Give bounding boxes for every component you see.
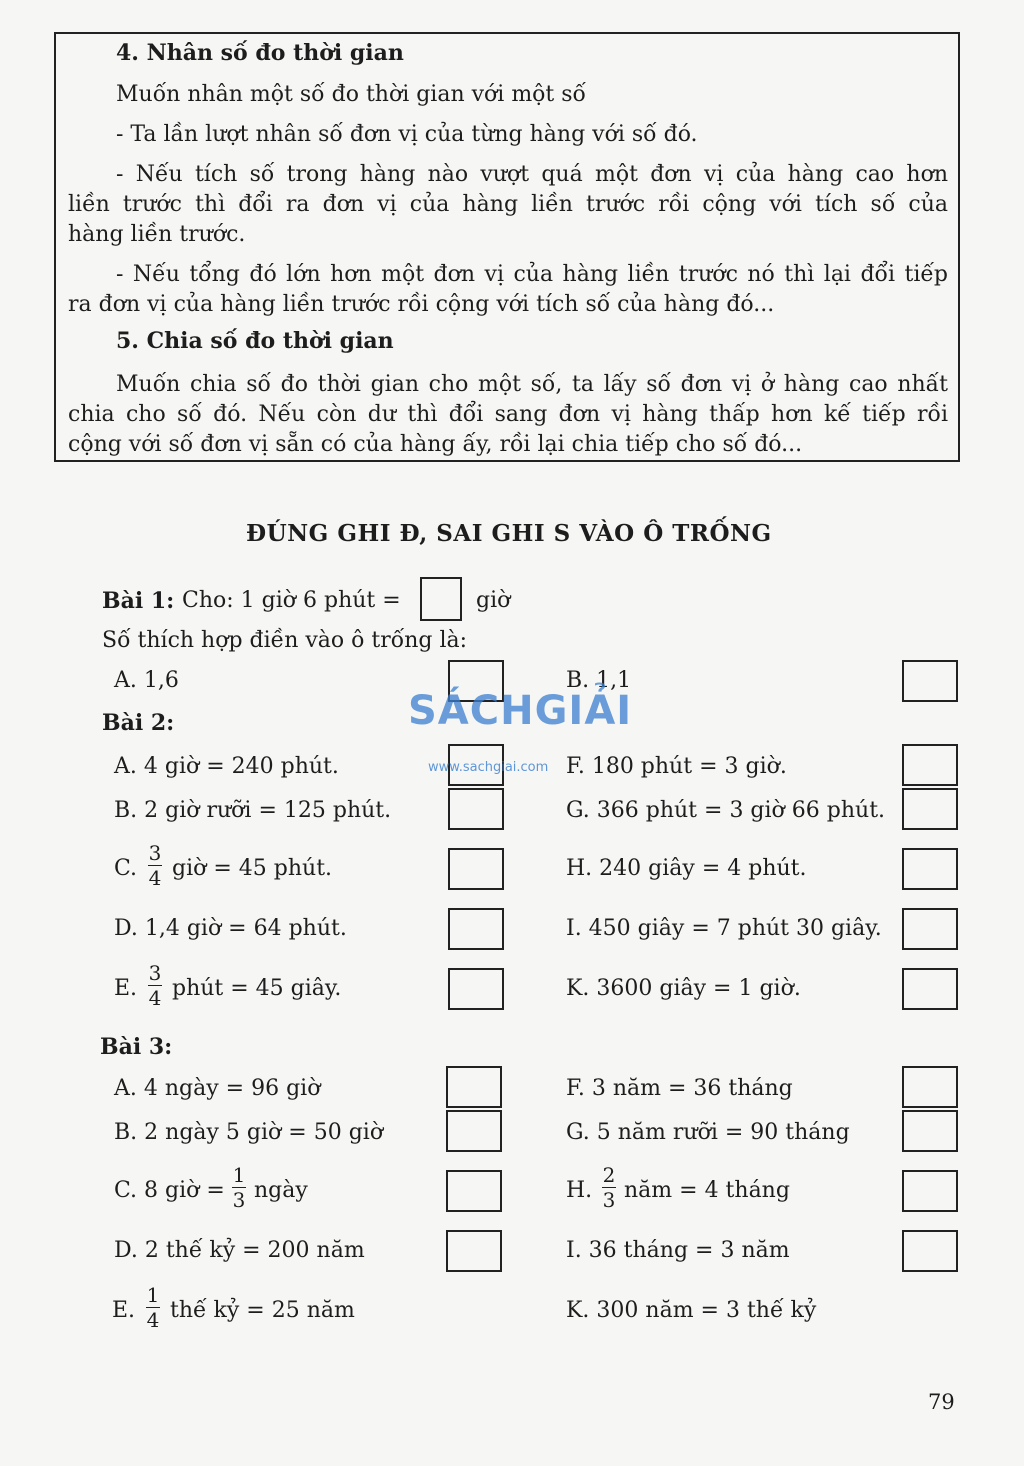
bai3-statement-k: K. 300 năm = 3 thế kỷ (566, 1298, 817, 1323)
fraction-numerator: 1 (232, 1163, 246, 1187)
watermark (408, 688, 633, 775)
exercise-heading: ĐÚNG GHI Đ, SAI GHI S VÀO Ô TRỐNG (246, 520, 772, 547)
bai2-statement-e-label: E. (114, 976, 138, 1001)
bai2-statement-e: phút = 45 giây. (172, 976, 342, 1001)
section-5-line-2: chia cho số đó. Nếu còn dư thì đổi sang đơn vị hàng thấp hơn kế tiếp rồi (68, 402, 948, 427)
bai3-box-c[interactable] (446, 1170, 502, 1212)
fraction-denominator: 4 (148, 986, 162, 1010)
bai3-c-fraction (232, 1164, 246, 1211)
bai3-box-d[interactable] (446, 1230, 502, 1272)
bai3-box-i[interactable] (902, 1230, 958, 1272)
section-4-bullet-2-line-1: - Nếu tích số trong hàng nào vượt quá một đơn vị của hàng cao hơn (116, 162, 948, 187)
bai2-statement-f: F. 180 phút = 3 giờ. (566, 754, 787, 779)
bai3-statement-e-label: E. (112, 1298, 136, 1323)
bai2-statement-c-label: C. (114, 856, 138, 881)
bai1-option-a: A. 1,6 (114, 668, 179, 693)
bai2-box-i[interactable] (902, 908, 958, 950)
bai2-statement-b: B. 2 giờ rưỡi = 125 phút. (114, 798, 392, 823)
bai2-box-g[interactable] (902, 788, 958, 830)
bai2-statement-c: giờ = 45 phút. (172, 856, 333, 881)
bai2-box-c[interactable] (448, 848, 504, 890)
bai2-statement-k: K. 3600 giây = 1 giờ. (566, 976, 801, 1001)
section-4-bullet-3-line-1: - Nếu tổng đó lớn hơn một đơn vị của hàng liền trước nó thì lại đổi tiếp (116, 262, 948, 287)
fraction-denominator: 3 (602, 1188, 616, 1212)
bai2-box-h[interactable] (902, 848, 958, 890)
bai3-statement-b: B. 2 ngày 5 giờ = 50 giờ (114, 1120, 384, 1145)
bai3-label: Bài 3: (100, 1034, 173, 1060)
bai2-statement-g: G. 366 phút = 3 giờ 66 phút. (566, 798, 886, 823)
bai3-box-f[interactable] (902, 1066, 958, 1108)
bai2-e-fraction (148, 962, 162, 1009)
section-4-bullet-2-line-2: liền trước thì đổi ra đơn vị của hàng liền trước rồi cộng với tích số của (68, 192, 948, 217)
page-number: 79 (928, 1390, 955, 1414)
bai3-statement-c-label: C. 8 giờ = (114, 1178, 225, 1203)
bai3-statement-c: ngày (254, 1178, 308, 1203)
bai3-statement-e: thế kỷ = 25 năm (170, 1298, 355, 1323)
bai2-statement-a: A. 4 giờ = 240 phút. (114, 754, 339, 779)
section-4-bullet-1: - Ta lần lượt nhân số đơn vị của từng hàng với số đó. (116, 122, 698, 147)
bai1-option-b-box[interactable] (902, 660, 958, 702)
fraction-numerator: 3 (148, 841, 162, 865)
fraction-denominator: 3 (232, 1188, 246, 1212)
fraction-numerator: 2 (602, 1163, 616, 1187)
section-5-line-3: cộng với số đơn vị sẵn có của hàng ấy, rồi lại chia tiếp cho số đó... (68, 432, 803, 457)
bai3-statement-f: F. 3 năm = 36 tháng (566, 1076, 793, 1101)
fraction-denominator: 4 (146, 1308, 160, 1332)
bai3-statement-h-label: H. (566, 1178, 593, 1203)
bai1-blank-box[interactable] (420, 577, 462, 621)
fraction-numerator: 3 (148, 961, 162, 985)
bai2-box-f[interactable] (902, 744, 958, 786)
bai2-box-k[interactable] (902, 968, 958, 1010)
bai3-statement-d: D. 2 thế kỷ = 200 năm (114, 1238, 365, 1263)
bai1-unit: giờ (476, 588, 511, 613)
section-5-title: 5. Chia số đo thời gian (116, 328, 394, 354)
bai1-option-b: B. 1,1 (566, 668, 632, 693)
bai2-label: Bài 2: (102, 710, 175, 736)
bai2-statement-d: D. 1,4 giờ = 64 phút. (114, 916, 347, 941)
bai3-statement-g: G. 5 năm rưỡi = 90 tháng (566, 1120, 850, 1145)
section-4-bullet-3-line-2: ra đơn vị của hàng liền trước rồi cộng với tích số của hàng đó... (68, 292, 775, 317)
fraction-denominator: 4 (148, 866, 162, 890)
bai1-label: Bài 1: (102, 588, 175, 614)
bai3-box-h[interactable] (902, 1170, 958, 1212)
bai2-statement-h: H. 240 giây = 4 phút. (566, 856, 807, 881)
bai3-statement-a: A. 4 ngày = 96 giờ (114, 1076, 321, 1101)
bai3-e-fraction (146, 1284, 160, 1331)
bai3-box-g[interactable] (902, 1110, 958, 1152)
watermark-url: www.sachgiai.com (428, 760, 549, 775)
watermark-brand: SÁCHGIẢI (408, 688, 633, 734)
section-4-intro: Muốn nhân một số đo thời gian với một số (116, 82, 587, 107)
bai2-box-b[interactable] (448, 788, 504, 830)
bai2-box-d[interactable] (448, 908, 504, 950)
fraction-numerator: 1 (146, 1283, 160, 1307)
bai2-c-fraction (148, 842, 162, 889)
bai1-prompt: Cho: 1 giờ 6 phút = (182, 588, 401, 613)
section-5-line-1: Muốn chia số đo thời gian cho một số, ta lấy số đơn vị ở hàng cao nhất (116, 372, 948, 397)
bai3-statement-i: I. 36 tháng = 3 năm (566, 1238, 790, 1263)
bai3-h-fraction (602, 1164, 616, 1211)
bai2-statement-i: I. 450 giây = 7 phút 30 giây. (566, 916, 882, 941)
bai3-box-a[interactable] (446, 1066, 502, 1108)
bai3-box-b[interactable] (446, 1110, 502, 1152)
bai2-box-e[interactable] (448, 968, 504, 1010)
bai3-statement-h: năm = 4 tháng (624, 1178, 790, 1203)
bai1-question: Số thích hợp điền vào ô trống là: (102, 628, 468, 653)
section-4-title: 4. Nhân số đo thời gian (116, 40, 404, 66)
section-4-bullet-2-line-3: hàng liền trước. (68, 222, 246, 247)
